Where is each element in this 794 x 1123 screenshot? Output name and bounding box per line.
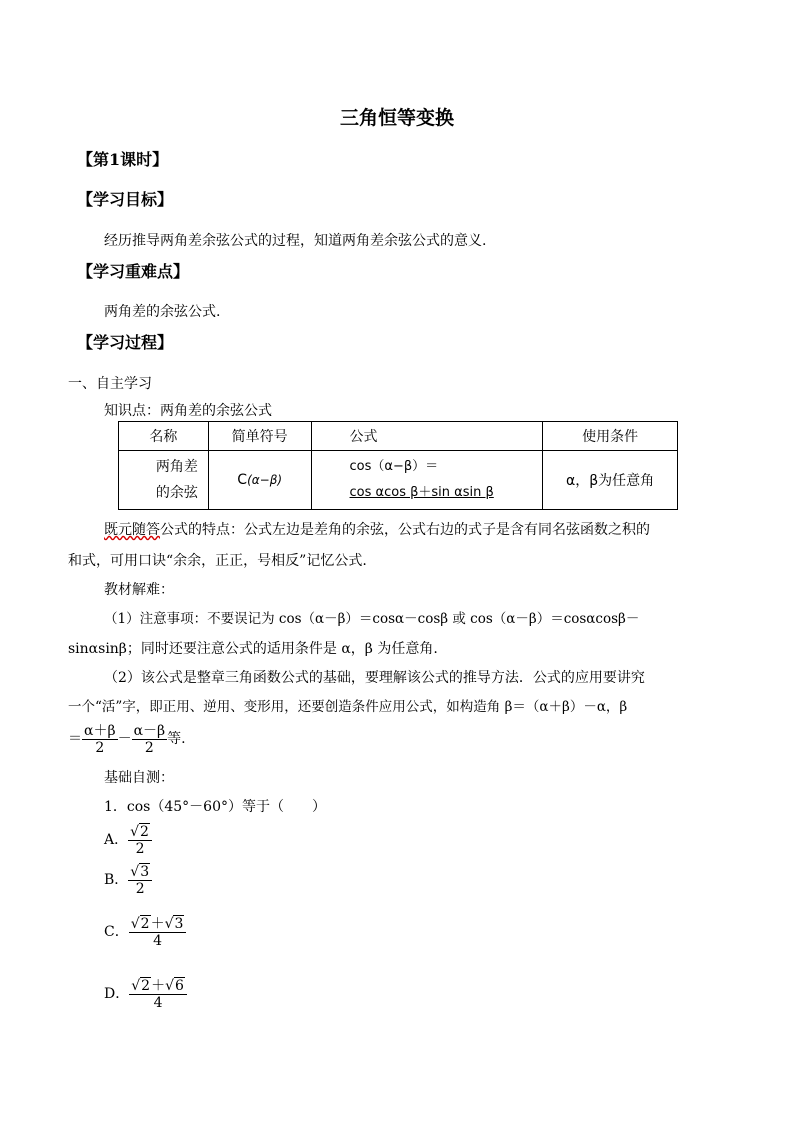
minus-sign: － [117, 731, 132, 747]
option-c [104, 910, 186, 954]
fraction-denominator: 2 [128, 840, 152, 857]
feature-line-2: 和式，可用口诀“余余，正正，号相反”记忆公式. [68, 553, 367, 569]
fraction-denominator: 2 [82, 739, 118, 756]
plus-sign: ＋ [150, 915, 165, 932]
section-heading: 一、自主学习 [68, 376, 152, 392]
table-cell-formula [311, 451, 543, 510]
fraction-numerator: α＋β [84, 722, 116, 739]
plus-sign: ＋ [151, 977, 166, 994]
sqrt-icon: √6 [165, 977, 184, 994]
radicand: 2 [140, 823, 149, 840]
fraction-numerator [128, 824, 152, 840]
table-header: 公式 [311, 422, 543, 451]
question-1: 1．cos（45°－60°）等于（ ） [104, 799, 326, 815]
name-line: 两角差 [155, 459, 198, 475]
option-a [104, 818, 152, 862]
table-cell-condition: α，β为任意角 [543, 451, 678, 510]
note1-line-1: （1）注意事项：不要误记为 cos（α－β）＝cosα－cosβ 或 cos（α－β）＝cosαcosβ－ [104, 611, 640, 627]
process-heading: 【学习过程】 [77, 333, 174, 352]
sqrt-icon: √2 [130, 915, 150, 932]
radicand: 6 [175, 977, 184, 994]
option-b [104, 858, 152, 902]
textbook-label: 教材解难： [104, 582, 174, 598]
equals-sign: ＝ [68, 731, 82, 747]
symbol-subscript: (α−β) [247, 473, 283, 487]
self-test-label: 基础自测： [104, 770, 174, 786]
fraction-denominator: 4 [129, 932, 187, 949]
formula-line: cos（α−β）＝ [349, 459, 439, 474]
note1-line-2: sinαsinβ；同时还要注意公式的适用条件是 α，β 为任意角. [68, 641, 438, 657]
radicand: 3 [140, 863, 150, 880]
fraction-denominator: 2 [132, 739, 168, 756]
feature-text: 公式的特点：公式左边是差角的余弦，公式右边的式子是含有同名弦函数之积的 [160, 522, 650, 538]
symbol-c: C [237, 472, 248, 488]
note2-end: 等. [167, 731, 186, 747]
sqrt-icon: √2 [131, 977, 151, 994]
radicand: 3 [174, 915, 184, 932]
table-header: 名称 [119, 422, 209, 451]
fraction-denominator: 4 [129, 994, 187, 1011]
option-label: C． [104, 924, 129, 940]
fraction-denominator: 2 [128, 880, 152, 897]
note2-line-3 [68, 719, 186, 759]
note2-line-1: （2）该公式是整章三角函数公式的基础，要理解该公式的推导方法．公式的应用要讲究 [104, 670, 645, 686]
fraction-numerator [129, 978, 187, 994]
fraction-numerator: α－β [133, 722, 166, 739]
option-label: B． [104, 872, 129, 888]
table-cell-symbol [208, 451, 311, 510]
lesson-heading: 【第1课时】 [77, 150, 169, 169]
fraction [82, 723, 118, 756]
name-line: 的余弦 [155, 485, 198, 501]
option-label: D． [104, 986, 130, 1002]
feature-prefix: 既元随答 [104, 522, 160, 538]
knowledge-label: 知识点：两角差的余弦公式 [104, 403, 272, 419]
fraction [129, 978, 187, 1011]
table-header: 简单符号 [208, 422, 311, 451]
note2-line-2: 一个“活”字，即正用、逆用、变形用，还要创造条件应用公式，如构造角 β＝（α＋β）－α，β [68, 699, 628, 715]
goal-text: 经历推导两角差余弦公式的过程，知道两角差余弦公式的意义. [104, 233, 487, 249]
formula-line: cos αcos β＋sin αsin β [349, 485, 494, 500]
difficulty-heading: 【学习重难点】 [77, 262, 190, 281]
difficulty-text: 两角差的余弦公式. [104, 304, 221, 320]
page-title: 三角恒等变换 [339, 107, 454, 129]
table-row [119, 451, 678, 510]
table-header-row [119, 422, 678, 451]
option-d [104, 972, 187, 1016]
feature-line [104, 520, 650, 540]
goal-heading: 【学习目标】 [77, 190, 174, 209]
radicand: 2 [140, 915, 150, 932]
formula-table [118, 421, 678, 510]
fraction [128, 824, 152, 857]
fraction-numerator [129, 916, 187, 932]
sqrt-icon: √2 [130, 823, 149, 840]
option-label: A． [104, 832, 129, 848]
radicand: 2 [141, 977, 151, 994]
fraction [132, 723, 168, 756]
table-cell-name [119, 451, 209, 510]
sqrt-icon: √3 [164, 915, 184, 932]
fraction [129, 916, 187, 949]
sqrt-icon: √3 [130, 863, 150, 880]
fraction-numerator [128, 864, 152, 880]
table-header: 使用条件 [543, 422, 678, 451]
fraction [128, 864, 152, 897]
